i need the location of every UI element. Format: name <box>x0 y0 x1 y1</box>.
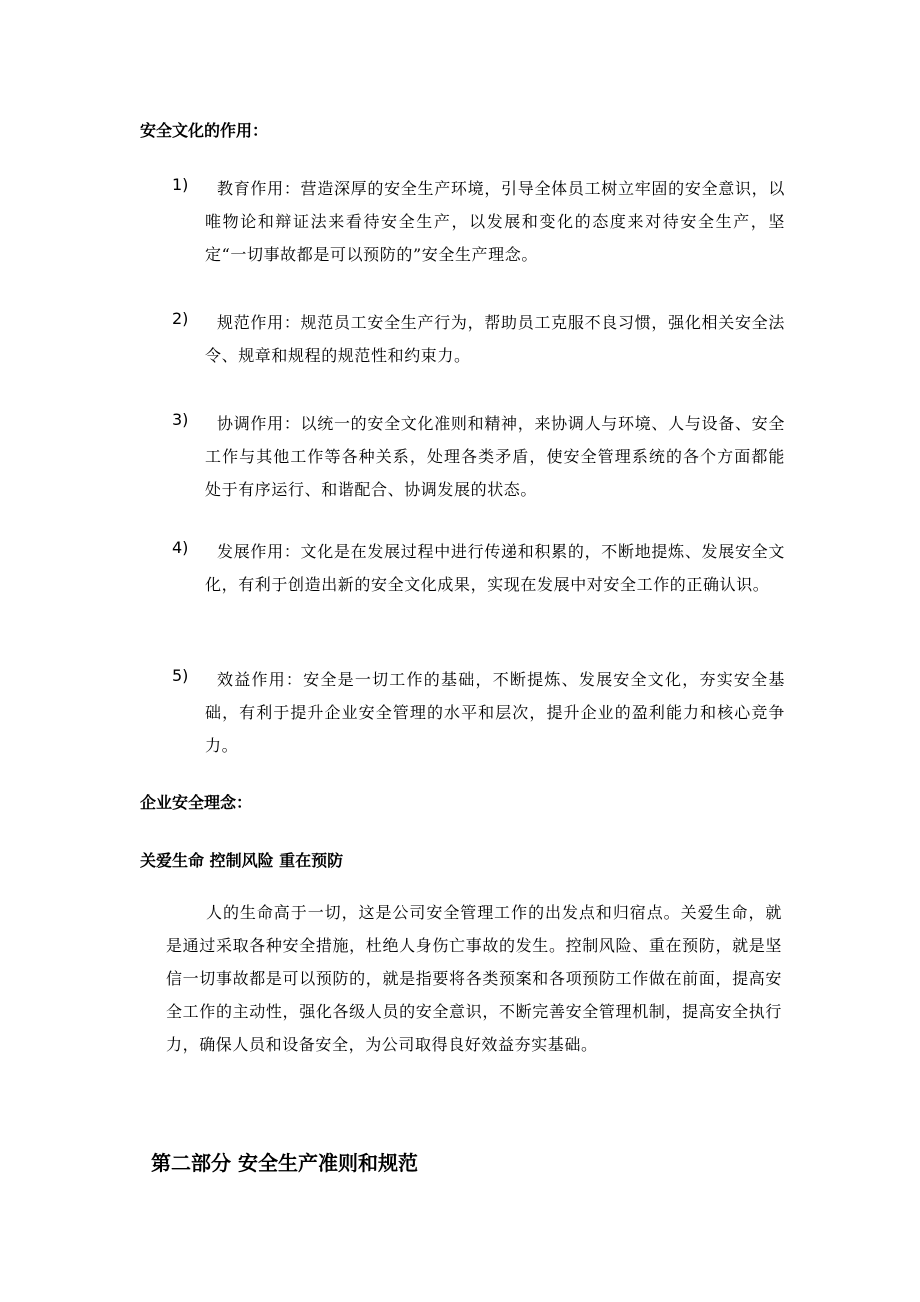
item-text: 规范作用：规范员工安全生产行为，帮助员工克服不良习惯，强化相关安全法令、规章和规程的规范性和约束力。 <box>205 313 785 365</box>
item-text: 发展作用：文化是在发展过程中进行传递和积累的，不断地提炼、发展安全文化，有利于创造出新的安全文化成果，实现在发展中对安全工作的正确认识。 <box>205 542 785 594</box>
heading-safety-culture-role: 安全文化的作用： <box>140 121 269 140</box>
concept-slogan: 关爱生命 控制风险 重在预防 <box>140 851 344 870</box>
item-text: 教育作用：营造深厚的安全生产环境，引导全体员工树立牢固的安全意识，以唯物论和辩证法来看待安全生产，以发展和变化的态度来对待安全生产，坚定“一切事故都是可以预防的”安全生产理念。 <box>205 179 785 264</box>
item-number: 3) <box>172 410 189 429</box>
item-number: 4) <box>172 538 189 557</box>
item-text: 效益作用：安全是一切工作的基础，不断提炼、发展安全文化，夯实安全基础，有利于提升企业安全管理的水平和层次，提升企业的盈利能力和核心竞争力。 <box>205 670 785 755</box>
section-title: 第二部分 安全生产准则和规范 <box>151 1151 418 1175</box>
item-number: 5) <box>172 666 189 685</box>
item-text: 协调作用：以统一的安全文化准则和精神，来协调人与环境、人与设备、安全工作与其他工作等各种关系，处理各类矛盾，使安全管理系统的各个方面都能处于有序运行、和谐配合、协调发展的状态。 <box>205 414 785 499</box>
heading-safety-concept: 企业安全理念： <box>140 793 253 812</box>
item-number: 2) <box>172 309 189 328</box>
item-number: 1) <box>172 175 189 194</box>
concept-paragraph: 人的生命高于一切，这是公司安全管理工作的出发点和归宿点。关爱生命，就是通过采取各种安全措施，杜绝人身伤亡事故的发生。控制风险、重在预防，就是坚信一切事故都是可以预防的，就是指要将各类预案和各项预防工作做在前面，提高安全工作的主动性，强化各级人员的安全意识，不断完善安全管理机制，提高安全执行力，确保人员和设备安全，为公司取得良好效益夯实基础。 <box>166 903 782 1054</box>
